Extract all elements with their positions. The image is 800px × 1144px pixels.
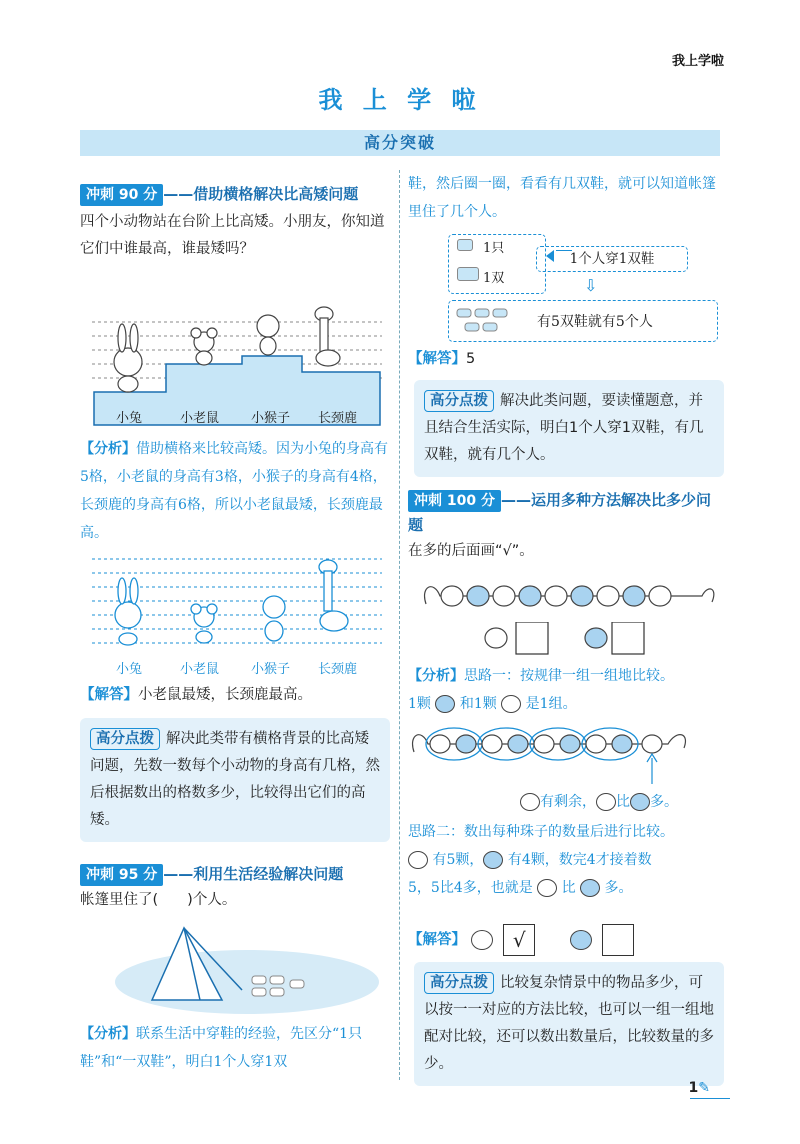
lines-figure bbox=[92, 555, 382, 655]
sprint90-tip: 高分点拨 解决此类带有横格背景的比高矮问题，先数一数每个小动物的身高有几格，然后根据数出的格数多少，比较得出它们的高矮。 bbox=[80, 718, 390, 842]
answer-options bbox=[484, 622, 664, 656]
giraffe-blue-icon bbox=[319, 560, 348, 631]
label-monkey-2: 小猴子 bbox=[251, 662, 291, 677]
label-giraffe: 长颈鹿 bbox=[318, 411, 358, 426]
label-rabbit-2: 小兔 bbox=[116, 662, 143, 677]
shoe-legend-box bbox=[448, 234, 546, 294]
check-box: √ bbox=[503, 924, 535, 956]
label-mouse: 小老鼠 bbox=[180, 411, 220, 426]
sprint95-tip: 高分点拨 解决此类问题，要读懂题意，并且结合生活实际，明白1个人穿1双鞋，有几双鞋，就有几个人。 bbox=[414, 380, 724, 477]
label-monkey: 小猴子 bbox=[251, 411, 291, 426]
label-mouse-2: 小老鼠 bbox=[180, 662, 220, 677]
pencil-icon: ✎ bbox=[698, 1080, 710, 1096]
sprint100-answer: 【解答】 √ bbox=[408, 924, 720, 956]
pair-shoe-icon bbox=[457, 267, 479, 281]
tip-badge: 高分点拨 bbox=[90, 728, 160, 750]
sprint95-block bbox=[80, 862, 390, 914]
blue-bead-icon bbox=[580, 879, 600, 897]
monkey-icon bbox=[257, 315, 279, 355]
sprint95-answer: 【解答】5 bbox=[408, 351, 476, 367]
result-text: 有5双鞋就有5个人 bbox=[537, 314, 653, 330]
single-shoe-icon bbox=[457, 239, 473, 251]
sprint100-badge: 冲刺 100 分 bbox=[408, 490, 501, 512]
one-shoe-label: 1只 bbox=[483, 241, 505, 256]
sprint90-badge: 冲刺 90 分 bbox=[80, 184, 163, 206]
arrow-down-icon: ⇩ bbox=[584, 276, 598, 295]
white-bead-icon bbox=[408, 851, 428, 869]
pair-shoe-label: 1双 bbox=[483, 271, 505, 286]
giraffe-icon bbox=[315, 307, 340, 366]
white-bead-icon bbox=[501, 695, 521, 713]
running-header: 我上学啦 bbox=[671, 54, 724, 69]
grouped-beads bbox=[408, 722, 708, 788]
page-number-underline bbox=[690, 1098, 730, 1099]
sprint90-analysis: 【分析】借助横格来比较高矮。因为小兔的身高有5格，小老鼠的身高有3格，小猴子的身高有4格，长颈鹿的身高有6格，所以小老鼠最矮，长颈鹿最高。 bbox=[80, 441, 388, 541]
five-pairs-icon bbox=[453, 301, 533, 341]
sprint95-analysis: 【分析】联系生活中穿鞋的经验，先区分“1只鞋”和“一双鞋”，明白1个人穿1双 bbox=[80, 1026, 363, 1070]
rule-box: 1个人穿1双鞋 bbox=[536, 246, 688, 272]
sprint100-analysis: 【分析】思路一：按规律一组一组地比较。 1颗 和1颗 是1组。 bbox=[408, 668, 674, 712]
page-title: 我 上 学 啦 bbox=[318, 86, 482, 114]
remainder-line: 有剩余， 比 多。 bbox=[520, 788, 720, 816]
blue-bead-icon bbox=[483, 851, 503, 869]
bead-string bbox=[420, 578, 720, 618]
column-divider bbox=[399, 170, 400, 1080]
section-bar: 高分突破 bbox=[80, 130, 720, 156]
label-rabbit: 小兔 bbox=[116, 411, 143, 426]
white-bead-icon bbox=[471, 930, 493, 950]
page-number: 1✎ bbox=[688, 1080, 710, 1096]
white-bead-icon bbox=[596, 793, 616, 811]
mouse-blue-icon bbox=[191, 604, 217, 643]
sprint90-answer: 【解答】小老鼠最矮，长颈鹿最高。 bbox=[80, 687, 312, 703]
sprint95-question: 帐篷里住了( )个人。 bbox=[80, 892, 237, 908]
sprint90-heading: 冲刺 90 分 ——借助横格解决比高矮问题 bbox=[80, 182, 390, 207]
blue-bead-icon bbox=[630, 793, 650, 811]
white-bead-icon bbox=[537, 879, 557, 897]
rabbit-blue-icon bbox=[115, 578, 141, 645]
empty-box bbox=[602, 924, 634, 956]
blue-bead-icon bbox=[570, 930, 592, 950]
rabbit-icon bbox=[114, 324, 142, 392]
sprint100-analysis-2: 思路二：数出每种珠子的数量后进行比较。 有5颗， 有4颗，数完4才接着数 5，5比4多，也就是 比 多。 bbox=[408, 824, 674, 896]
sprint90-question: 四个小动物站在台阶上比高矮。小朋友，你知道它们中谁最高，谁最矮吗？ bbox=[80, 214, 385, 257]
sprint95-analysis-cont: 鞋，然后圈一圈，看看有几双鞋，就可以知道帐篷里住了几个人。 bbox=[408, 176, 716, 220]
sprint100-block bbox=[408, 488, 720, 565]
white-bead-icon bbox=[520, 793, 540, 811]
mouse-icon bbox=[191, 328, 217, 365]
sprint90-block bbox=[80, 182, 390, 263]
blue-bead-icon bbox=[435, 695, 455, 713]
tent-figure bbox=[112, 920, 382, 1020]
sprint95-badge: 冲刺 95 分 bbox=[80, 864, 163, 886]
result-box bbox=[448, 300, 718, 342]
monkey-blue-icon bbox=[263, 596, 285, 641]
sprint90-title: 借助横格解决比高矮问题 bbox=[193, 185, 359, 203]
sprint100-question: 在多的后面画“√”。 bbox=[408, 543, 534, 559]
label-giraffe-2: 长颈鹿 bbox=[318, 662, 358, 677]
sprint95-heading: 冲刺 95 分 ——利用生活经验解决问题 bbox=[80, 862, 390, 887]
sprint100-heading: 冲刺 100 分 ——运用多种方法解决比多少问题 bbox=[408, 491, 711, 534]
sprint100-tip: 高分点拨 比较复杂情景中的物品多少，可以按一一对应的方法比较，也可以一组一组地配对比较，还可以数出数量后，比较数量的多少。 bbox=[414, 962, 724, 1086]
